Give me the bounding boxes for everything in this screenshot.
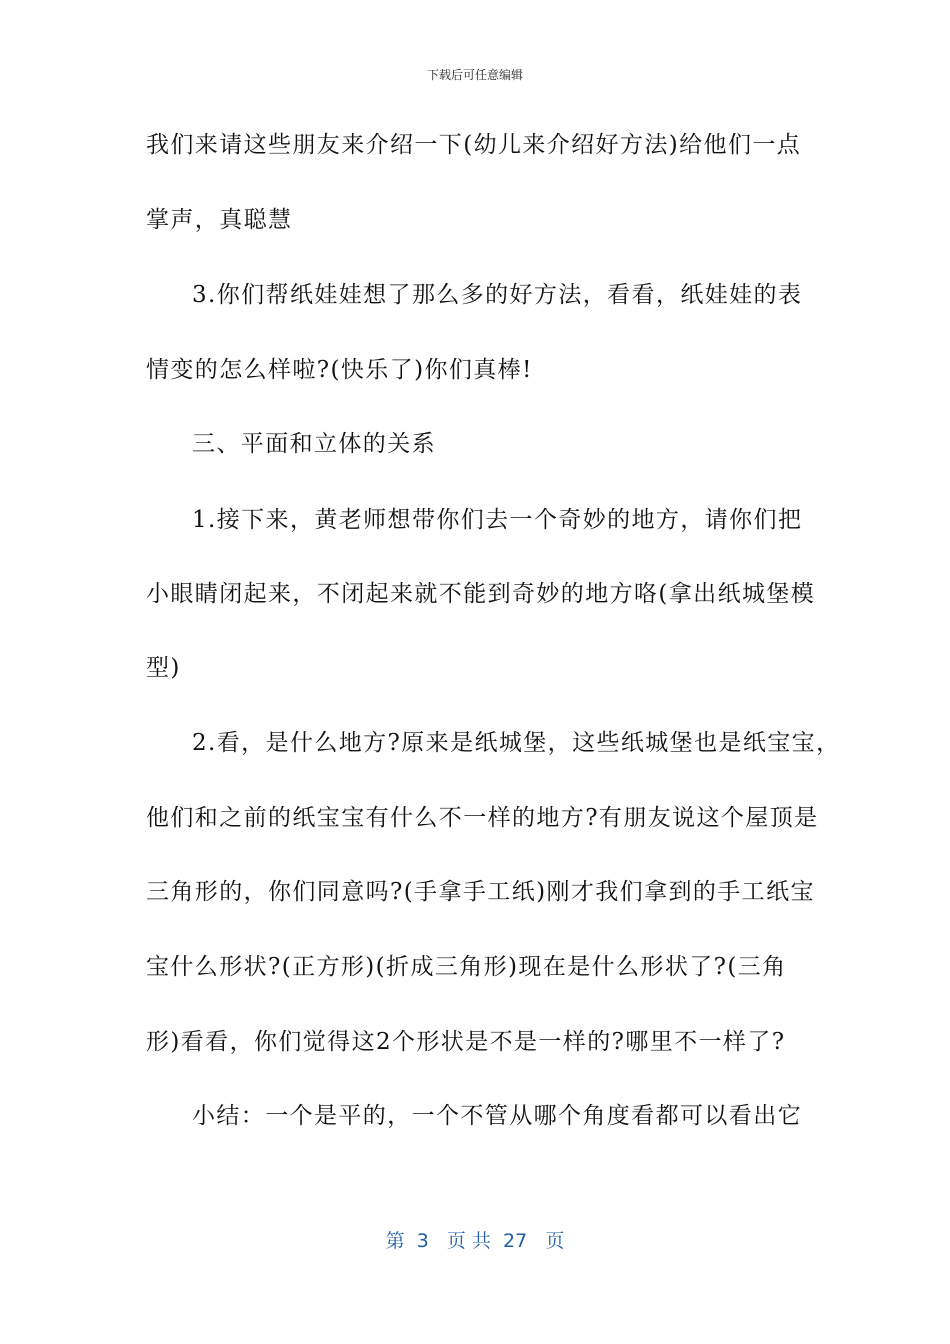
body-line: 他们和之前的纸宝宝有什么不一样的地方?有朋友说这个屋顶是 [146, 805, 819, 831]
body-line: 我们来请这些朋友来介绍一下(幼儿来介绍好方法)给他们一点 [146, 132, 802, 158]
body-line: 1.接下来，黄老师想带你们去一个奇妙的地方，请你们把 [192, 507, 803, 533]
body-line: 小眼睛闭起来，不闭起来就不能到奇妙的地方咯(拿出纸城堡模 [146, 581, 816, 607]
body-line: 3.你们帮纸娃娃想了那么多的好方法，看看，纸娃娃的表 [192, 282, 803, 308]
body-line: 型) [146, 655, 181, 681]
body-line: 宝什么形状?(正方形)(折成三角形)现在是什么形状了?(三角 [146, 954, 787, 980]
body-line: 情变的怎么样啦?(快乐了)你们真棒! [146, 357, 533, 383]
body-line: 三角形的，你们同意吗?(手拿手工纸)刚才我们拿到的手工纸宝 [146, 879, 815, 905]
page-header: 下载后可任意编辑 [426, 68, 523, 82]
body-line: 形)看看，你们觉得这2个形状是不是一样的?哪里不一样了? [146, 1029, 786, 1055]
body-line: 2.看，是什么地方?原来是纸城堡，这些纸城堡也是纸宝宝， [192, 730, 841, 756]
body-line: 掌声，真聪慧 [146, 207, 293, 233]
section-heading: 三、平面和立体的关系 [192, 431, 436, 457]
page-footer: 第 3 页 共 27 页 [385, 1230, 565, 1252]
body-line: 小结：一个是平的，一个不管从哪个角度看都可以看出它 [192, 1103, 802, 1129]
